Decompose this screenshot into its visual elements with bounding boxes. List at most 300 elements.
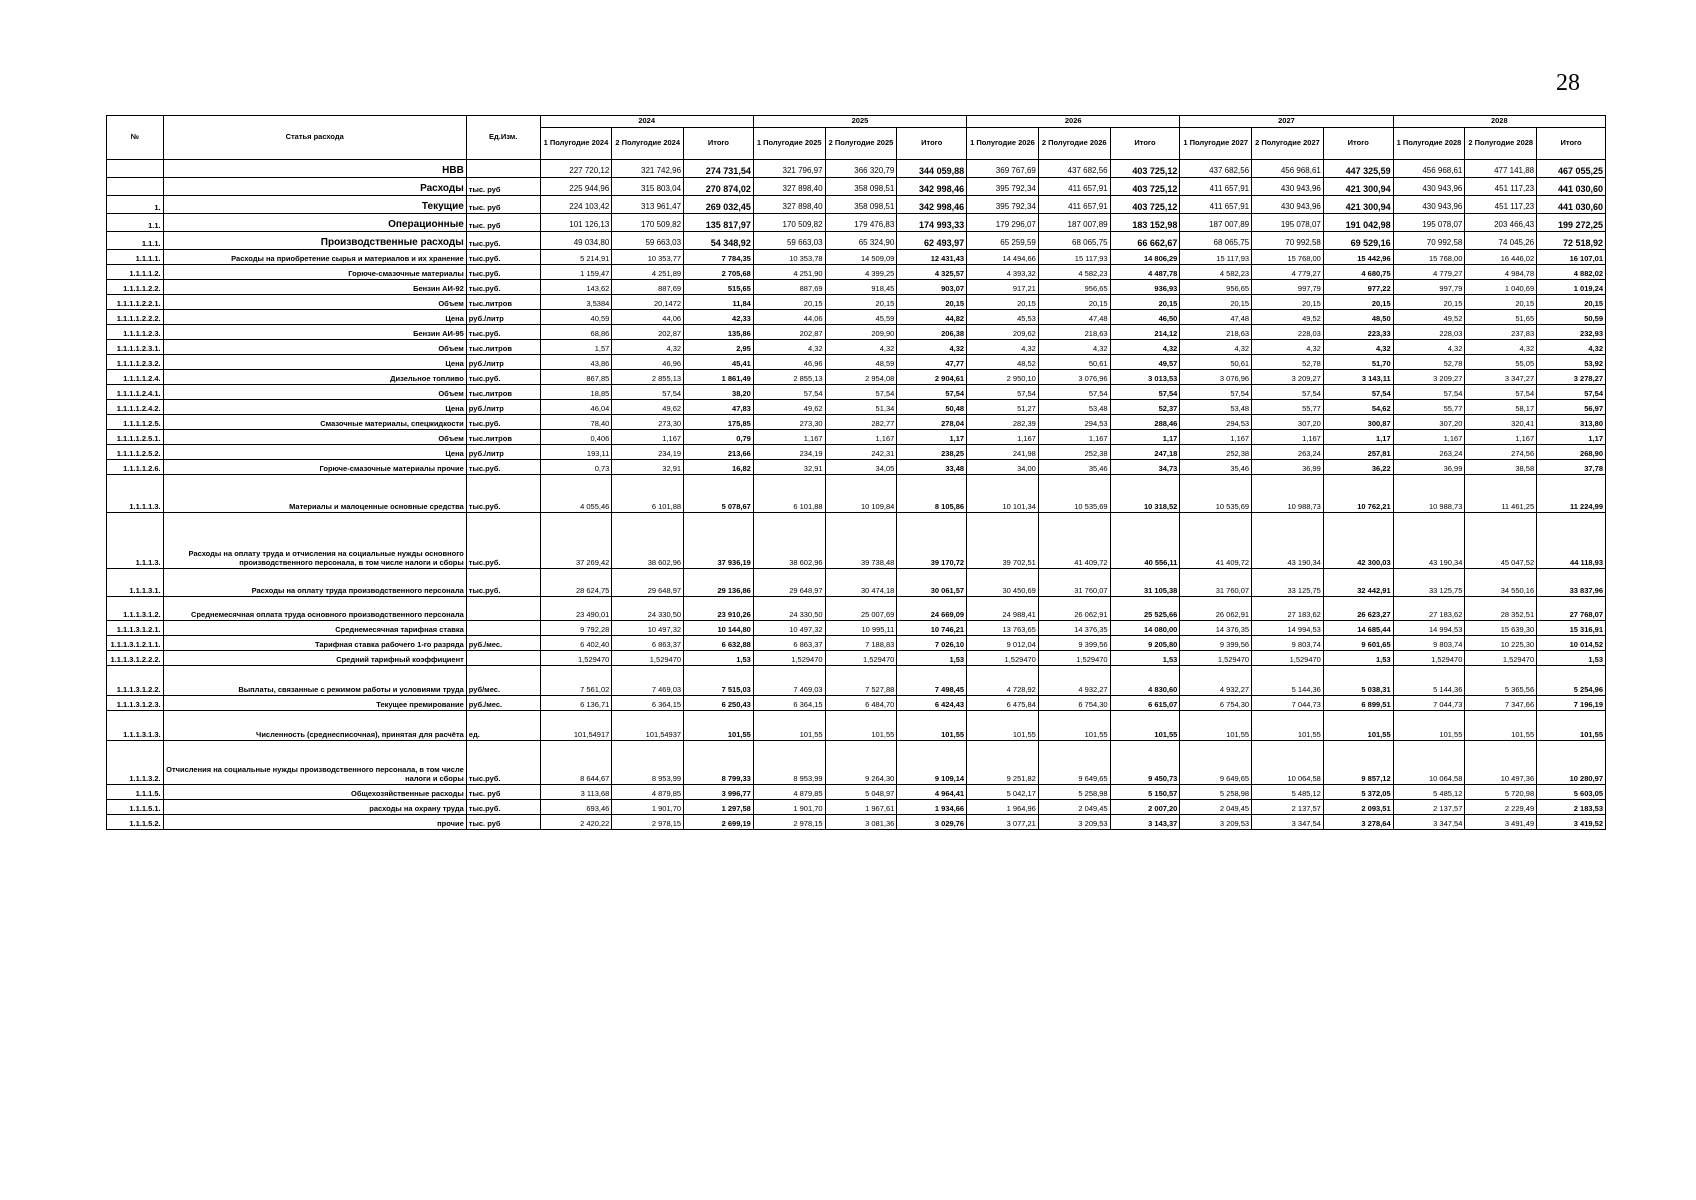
value-cell: 28 624,75 [540, 569, 612, 597]
value-cell: 46,96 [612, 355, 684, 370]
total-cell: 288,46 [1110, 415, 1180, 430]
total-cell: 69 529,16 [1323, 232, 1393, 250]
row-name: Цена [163, 355, 466, 370]
header-year: 2028 [1393, 116, 1605, 128]
header-half1: 1 Полугодие 2027 [1180, 128, 1252, 160]
table-row [107, 621, 1606, 636]
total-cell: 15 316,91 [1537, 621, 1606, 636]
value-cell: 20,15 [1038, 295, 1110, 310]
row-name: Расходы на приобретение сырья и материалов и их хранение [163, 250, 466, 265]
total-cell: 38,20 [684, 385, 754, 400]
row-number: 1.1.1.5.1. [107, 800, 164, 815]
total-cell: 3 143,11 [1323, 370, 1393, 385]
row-number: 1.1.1.1.2.4.2. [107, 400, 164, 415]
total-cell: 7 784,35 [684, 250, 754, 265]
total-cell: 3 278,64 [1323, 815, 1393, 830]
value-cell: 51,34 [825, 400, 897, 415]
value-cell: 101,55 [1252, 711, 1324, 741]
value-cell: 101,55 [1180, 711, 1252, 741]
value-cell: 263,24 [1252, 445, 1324, 460]
value-cell: 53,48 [1038, 400, 1110, 415]
value-cell: 57,54 [1180, 385, 1252, 400]
value-cell: 1,529470 [540, 651, 612, 666]
header-half1: 1 Полугодие 2025 [753, 128, 825, 160]
row-number: 1.1.1.1.2.4. [107, 370, 164, 385]
total-cell: 20,15 [1537, 295, 1606, 310]
row-number: 1.1.1.5.2. [107, 815, 164, 830]
total-cell: 4 882,02 [1537, 265, 1606, 280]
table-row [107, 370, 1606, 385]
table-row [107, 385, 1606, 400]
value-cell: 4 399,25 [825, 265, 897, 280]
total-cell: 300,87 [1323, 415, 1393, 430]
total-cell: 1 297,58 [684, 800, 754, 815]
total-cell: 57,54 [1537, 385, 1606, 400]
value-cell: 0,406 [540, 430, 612, 445]
value-cell: 37 269,42 [540, 513, 612, 569]
total-cell: 2 705,68 [684, 265, 754, 280]
value-cell: 14 376,35 [1180, 621, 1252, 636]
value-cell: 5 042,17 [967, 785, 1039, 800]
total-cell: 213,66 [684, 445, 754, 460]
total-cell: 10 762,21 [1323, 475, 1393, 513]
value-cell: 44,06 [753, 310, 825, 325]
total-cell: 6 424,43 [897, 696, 967, 711]
value-cell: 234,19 [753, 445, 825, 460]
value-cell: 1,167 [753, 430, 825, 445]
row-unit: тыс.руб. [466, 569, 540, 597]
value-cell: 20,15 [1180, 295, 1252, 310]
table-row [107, 815, 1606, 830]
value-cell: 34,00 [967, 460, 1039, 475]
value-cell: 3 209,53 [1180, 815, 1252, 830]
total-cell: 3 029,76 [897, 815, 967, 830]
header-half2: 2 Полугодие 2026 [1038, 128, 1110, 160]
value-cell: 5 485,12 [1252, 785, 1324, 800]
value-cell: 34 550,16 [1465, 569, 1537, 597]
total-cell: 54 348,92 [684, 232, 754, 250]
total-cell: 11 224,99 [1537, 475, 1606, 513]
value-cell: 1 901,70 [612, 800, 684, 815]
row-unit [466, 621, 540, 636]
table-row [107, 741, 1606, 785]
value-cell: 263,24 [1393, 445, 1465, 460]
row-unit: руб./мес. [466, 636, 540, 651]
table-row [107, 785, 1606, 800]
value-cell: 74 045,26 [1465, 232, 1537, 250]
total-cell: 344 059,88 [897, 160, 967, 178]
row-number: 1.1.1.3.1.2.2.2. [107, 651, 164, 666]
total-cell: 7 515,03 [684, 666, 754, 696]
value-cell: 6 484,70 [825, 696, 897, 711]
value-cell: 5 485,12 [1393, 785, 1465, 800]
value-cell: 55,77 [1252, 400, 1324, 415]
total-cell: 50,59 [1537, 310, 1606, 325]
value-cell: 1,167 [1038, 430, 1110, 445]
value-cell: 224 103,42 [540, 196, 612, 214]
value-cell: 24 330,50 [612, 597, 684, 621]
value-cell: 43,86 [540, 355, 612, 370]
table-row [107, 178, 1606, 196]
value-cell: 50,61 [1180, 355, 1252, 370]
row-name: Текущее премирование [163, 696, 466, 711]
value-cell: 241,98 [967, 445, 1039, 460]
value-cell: 887,69 [612, 280, 684, 295]
value-cell: 49,52 [1393, 310, 1465, 325]
value-cell: 6 863,37 [753, 636, 825, 651]
total-cell: 51,70 [1323, 355, 1393, 370]
total-cell: 62 493,97 [897, 232, 967, 250]
value-cell: 437 682,56 [1038, 160, 1110, 178]
value-cell: 4 879,85 [612, 785, 684, 800]
value-cell: 8 953,99 [753, 741, 825, 785]
value-cell: 29 648,97 [753, 569, 825, 597]
row-name: Текущие [163, 196, 466, 214]
value-cell: 46,04 [540, 400, 612, 415]
total-cell: 1,53 [897, 651, 967, 666]
value-cell: 27 183,62 [1393, 597, 1465, 621]
total-cell: 101,55 [684, 711, 754, 741]
total-cell: 3 278,27 [1537, 370, 1606, 385]
value-cell: 15 639,30 [1465, 621, 1537, 636]
value-cell: 4,32 [1038, 340, 1110, 355]
table-row [107, 800, 1606, 815]
row-name: Операционные [163, 214, 466, 232]
value-cell: 1,167 [967, 430, 1039, 445]
total-cell: 16 107,01 [1537, 250, 1606, 265]
value-cell: 45,59 [825, 310, 897, 325]
value-cell: 4,32 [825, 340, 897, 355]
value-cell: 4 055,46 [540, 475, 612, 513]
total-cell: 278,04 [897, 415, 967, 430]
value-cell: 456 968,61 [1252, 160, 1324, 178]
value-cell: 28 352,51 [1465, 597, 1537, 621]
value-cell: 451 117,23 [1465, 178, 1537, 196]
value-cell: 3 113,68 [540, 785, 612, 800]
total-cell: 1 861,49 [684, 370, 754, 385]
value-cell: 1,167 [1252, 430, 1324, 445]
value-cell: 10 988,73 [1393, 475, 1465, 513]
value-cell: 2 137,57 [1252, 800, 1324, 815]
value-cell: 8 953,99 [612, 741, 684, 785]
value-cell: 6 402,40 [540, 636, 612, 651]
value-cell: 411 657,91 [1180, 196, 1252, 214]
row-number: 1.1.1.3.1.2.2. [107, 666, 164, 696]
value-cell: 57,54 [1465, 385, 1537, 400]
total-cell: 936,93 [1110, 280, 1180, 295]
value-cell: 101,55 [967, 711, 1039, 741]
value-cell: 70 992,58 [1393, 232, 1465, 250]
value-cell: 1,529470 [612, 651, 684, 666]
row-number: 1.1.1.1.2.6. [107, 460, 164, 475]
total-cell: 37 936,19 [684, 513, 754, 569]
value-cell: 4 779,27 [1393, 265, 1465, 280]
total-cell: 5 078,67 [684, 475, 754, 513]
value-cell: 282,77 [825, 415, 897, 430]
total-cell: 9 857,12 [1323, 741, 1393, 785]
table-row [107, 445, 1606, 460]
value-cell: 41 409,72 [1180, 513, 1252, 569]
row-number: 1.1.1.3.2. [107, 741, 164, 785]
total-cell: 421 300,94 [1323, 196, 1393, 214]
value-cell: 887,69 [753, 280, 825, 295]
total-cell: 44,82 [897, 310, 967, 325]
value-cell: 46,96 [753, 355, 825, 370]
value-cell: 411 657,91 [1038, 178, 1110, 196]
value-cell: 273,30 [753, 415, 825, 430]
value-cell: 15 117,93 [1180, 250, 1252, 265]
value-cell: 35,46 [1038, 460, 1110, 475]
value-cell: 2 978,15 [753, 815, 825, 830]
total-cell: 1,17 [1323, 430, 1393, 445]
row-name: расходы на охрану труда [163, 800, 466, 815]
value-cell: 411 657,91 [1038, 196, 1110, 214]
value-cell: 6 364,15 [612, 696, 684, 711]
row-name: Расходы на оплату труда производственного персонала [163, 569, 466, 597]
value-cell: 41 409,72 [1038, 513, 1110, 569]
header-half2: 2 Полугодие 2024 [612, 128, 684, 160]
total-cell: 1 019,24 [1537, 280, 1606, 295]
total-cell: 342 998,46 [897, 178, 967, 196]
value-cell: 451 117,23 [1465, 196, 1537, 214]
row-unit: тыс. руб [466, 178, 540, 196]
row-name: Горюче-смазочные материалы прочие [163, 460, 466, 475]
value-cell: 9 012,04 [967, 636, 1039, 651]
total-cell: 8 105,86 [897, 475, 967, 513]
total-cell: 441 030,60 [1537, 196, 1606, 214]
row-name: Численность (среднесписочная), принятая для расчёта [163, 711, 466, 741]
value-cell: 49,52 [1252, 310, 1324, 325]
value-cell: 307,20 [1252, 415, 1324, 430]
value-cell: 430 943,96 [1252, 196, 1324, 214]
value-cell: 2 950,10 [967, 370, 1039, 385]
value-cell: 14 994,53 [1393, 621, 1465, 636]
value-cell: 33 125,75 [1393, 569, 1465, 597]
value-cell: 187 007,89 [1180, 214, 1252, 232]
value-cell: 20,15 [753, 295, 825, 310]
total-cell: 1,53 [1110, 651, 1180, 666]
value-cell: 693,46 [540, 800, 612, 815]
row-unit [466, 160, 540, 178]
row-name: Объем [163, 295, 466, 310]
row-number: 1.1.1.1.2.2.2. [107, 310, 164, 325]
value-cell: 14 509,09 [825, 250, 897, 265]
total-cell: 9 601,65 [1323, 636, 1393, 651]
value-cell: 9 803,74 [1252, 636, 1324, 651]
header-year: 2027 [1180, 116, 1393, 128]
value-cell: 1,167 [1180, 430, 1252, 445]
total-cell: 47,77 [897, 355, 967, 370]
total-cell: 4 487,78 [1110, 265, 1180, 280]
total-cell: 72 518,92 [1537, 232, 1606, 250]
table-row [107, 265, 1606, 280]
row-unit: тыс.литров [466, 295, 540, 310]
row-name: Выплаты, связанные с режимом работы и условиями труда [163, 666, 466, 696]
row-number: 1.1. [107, 214, 164, 232]
value-cell: 170 509,82 [753, 214, 825, 232]
value-cell: 6 101,88 [753, 475, 825, 513]
value-cell: 1 159,47 [540, 265, 612, 280]
value-cell: 7 347,66 [1465, 696, 1537, 711]
header-total: Итого [1110, 128, 1180, 160]
value-cell: 4,32 [967, 340, 1039, 355]
value-cell: 997,79 [1252, 280, 1324, 295]
value-cell: 51,27 [967, 400, 1039, 415]
value-cell: 65 324,90 [825, 232, 897, 250]
value-cell: 2 978,15 [612, 815, 684, 830]
total-cell: 9 109,14 [897, 741, 967, 785]
total-cell: 191 042,98 [1323, 214, 1393, 232]
value-cell: 35,46 [1180, 460, 1252, 475]
value-cell: 867,85 [540, 370, 612, 385]
value-cell: 10 109,84 [825, 475, 897, 513]
value-cell: 1,57 [540, 340, 612, 355]
row-number: 1.1.1.1.2.2.1. [107, 295, 164, 310]
value-cell: 20,15 [967, 295, 1039, 310]
row-unit: тыс.руб. [466, 325, 540, 340]
row-number: 1.1.1.3.1.2.1. [107, 621, 164, 636]
row-number: 1.1.1.3. [107, 513, 164, 569]
value-cell: 101,55 [753, 711, 825, 741]
value-cell: 10 988,73 [1252, 475, 1324, 513]
value-cell: 31 760,07 [1038, 569, 1110, 597]
total-cell: 101,55 [1323, 711, 1393, 741]
value-cell: 29 648,97 [612, 569, 684, 597]
value-cell: 52,78 [1393, 355, 1465, 370]
value-cell: 1,167 [825, 430, 897, 445]
header-half2: 2 Полугодие 2028 [1465, 128, 1537, 160]
value-cell: 7 469,03 [753, 666, 825, 696]
header-num: № [107, 116, 164, 160]
value-cell: 32,91 [753, 460, 825, 475]
value-cell: 57,54 [1393, 385, 1465, 400]
value-cell: 10 995,11 [825, 621, 897, 636]
row-name: Тарифная ставка рабочего 1-го разряда [163, 636, 466, 651]
header-total: Итого [684, 128, 754, 160]
value-cell: 101,54937 [612, 711, 684, 741]
value-cell: 6 863,37 [612, 636, 684, 651]
header-year: 2026 [967, 116, 1180, 128]
value-cell: 209,62 [967, 325, 1039, 340]
total-cell: 5 603,05 [1537, 785, 1606, 800]
total-cell: 1 934,66 [897, 800, 967, 815]
total-cell: 4 680,75 [1323, 265, 1393, 280]
value-cell: 4 984,78 [1465, 265, 1537, 280]
value-cell: 1 901,70 [753, 800, 825, 815]
value-cell: 11 461,25 [1465, 475, 1537, 513]
value-cell: 3 076,96 [1038, 370, 1110, 385]
value-cell: 9 264,30 [825, 741, 897, 785]
table-row [107, 569, 1606, 597]
value-cell: 4,32 [1180, 340, 1252, 355]
value-cell: 307,20 [1393, 415, 1465, 430]
table-row [107, 160, 1606, 178]
value-cell: 1,167 [1465, 430, 1537, 445]
value-cell: 45,53 [967, 310, 1039, 325]
value-cell: 30 474,18 [825, 569, 897, 597]
value-cell: 202,87 [753, 325, 825, 340]
total-cell: 20,15 [897, 295, 967, 310]
value-cell: 7 188,83 [825, 636, 897, 651]
value-cell: 49,62 [612, 400, 684, 415]
table-row [107, 232, 1606, 250]
row-unit: тыс. руб [466, 785, 540, 800]
value-cell: 57,54 [1038, 385, 1110, 400]
value-cell: 20,15 [825, 295, 897, 310]
table-row [107, 325, 1606, 340]
total-cell: 6 632,88 [684, 636, 754, 651]
total-cell: 1,17 [1537, 430, 1606, 445]
total-cell: 31 105,38 [1110, 569, 1180, 597]
value-cell: 218,63 [1038, 325, 1110, 340]
value-cell: 4 932,27 [1180, 666, 1252, 696]
total-cell: 421 300,94 [1323, 178, 1393, 196]
value-cell: 0,73 [540, 460, 612, 475]
total-cell: 39 170,72 [897, 513, 967, 569]
header-half1: 1 Полугодие 2026 [967, 128, 1039, 160]
total-cell: 53,92 [1537, 355, 1606, 370]
value-cell: 170 509,82 [612, 214, 684, 232]
value-cell: 55,05 [1465, 355, 1537, 370]
total-cell: 135,86 [684, 325, 754, 340]
total-cell: 101,55 [1110, 711, 1180, 741]
value-cell: 36,99 [1393, 460, 1465, 475]
value-cell: 430 943,96 [1393, 196, 1465, 214]
value-cell: 1,529470 [967, 651, 1039, 666]
value-cell: 358 098,51 [825, 178, 897, 196]
header-name: Статья расхода [163, 116, 466, 160]
value-cell: 327 898,40 [753, 196, 825, 214]
value-cell: 9 399,56 [1180, 636, 1252, 651]
value-cell: 48,52 [967, 355, 1039, 370]
value-cell: 1 964,96 [967, 800, 1039, 815]
value-cell: 1,529470 [1252, 651, 1324, 666]
total-cell: 2 093,51 [1323, 800, 1393, 815]
table-row [107, 295, 1606, 310]
value-cell: 10 064,58 [1252, 741, 1324, 785]
total-cell: 269 032,45 [684, 196, 754, 214]
total-cell: 37,78 [1537, 460, 1606, 475]
value-cell: 456 968,61 [1393, 160, 1465, 178]
row-unit: руб./литр [466, 445, 540, 460]
row-unit: тыс.литров [466, 385, 540, 400]
table-row [107, 415, 1606, 430]
header-half1: 1 Полугодие 2028 [1393, 128, 1465, 160]
header-half2: 2 Полугодие 2025 [825, 128, 897, 160]
total-cell: 9 205,80 [1110, 636, 1180, 651]
value-cell: 9 251,82 [967, 741, 1039, 785]
value-cell: 3 076,96 [1180, 370, 1252, 385]
value-cell: 5 365,56 [1465, 666, 1537, 696]
total-cell: 33 837,96 [1537, 569, 1606, 597]
value-cell: 917,21 [967, 280, 1039, 295]
total-cell: 6 615,07 [1110, 696, 1180, 711]
value-cell: 20,15 [1465, 295, 1537, 310]
row-unit [466, 651, 540, 666]
value-cell: 437 682,56 [1180, 160, 1252, 178]
table-row [107, 214, 1606, 232]
value-cell: 10 353,77 [612, 250, 684, 265]
row-unit: тыс.руб. [466, 475, 540, 513]
total-cell: 57,54 [897, 385, 967, 400]
table-row [107, 636, 1606, 651]
value-cell: 3 209,53 [1038, 815, 1110, 830]
row-unit: руб./литр [466, 310, 540, 325]
row-name: Цена [163, 445, 466, 460]
value-cell: 358 098,51 [825, 196, 897, 214]
value-cell: 16 446,02 [1465, 250, 1537, 265]
row-number: 1.1.1.3.1. [107, 569, 164, 597]
